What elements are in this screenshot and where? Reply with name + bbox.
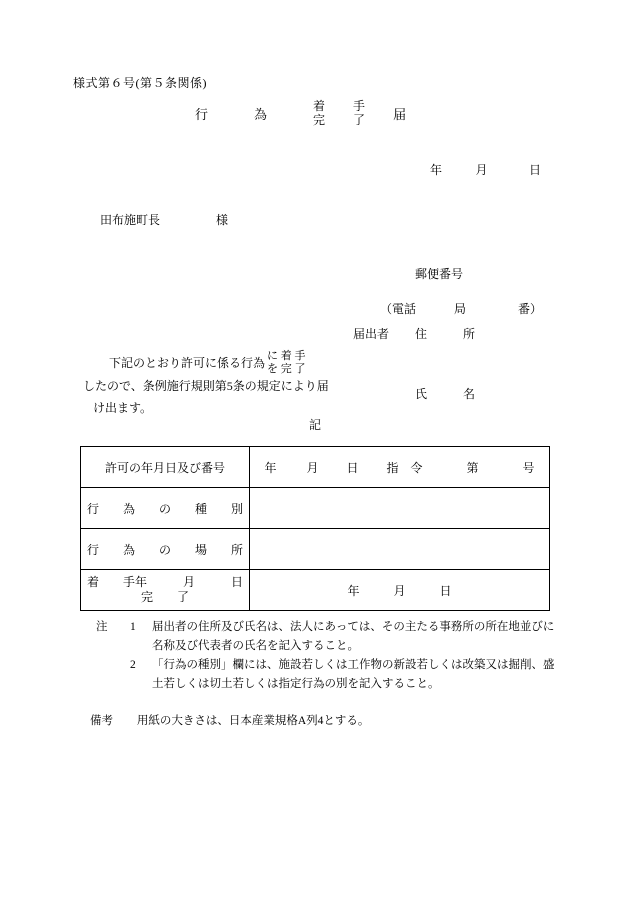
submitter-label: 届出者 [353,327,390,341]
row-label-act-place: 行 為 の 場 所 [81,529,250,570]
note-text-1-line-1: 届出者の住所及び氏名は、法人にあっては、その主たる事務所の所在地並びに [152,621,555,633]
document-title [195,100,455,128]
sc-year-label: 年 [347,583,360,598]
body-text-a: 下記のとおり許可に係る行為 [109,355,266,370]
title-stack-bottom: 完 [313,112,326,127]
permit-month-label: 月 [306,460,319,475]
notes-label: 注 [96,621,108,633]
note-item-2 [96,656,566,675]
body-stack-bottom: を 完 了 [267,362,306,375]
permit-no-prefix-label: 第 [466,460,479,475]
title-stack-top: 着 [313,99,326,113]
title-stack-top2: 手 [353,99,366,113]
addressee-name: 田布施町長 [100,213,161,227]
title-stack-bottom2: 了 [353,112,366,127]
ki-mark: 記 [308,418,321,432]
row-label-act-type: 行 為 の 種 別 [81,488,250,529]
note-text-2-line-1: 「行為の種別」欄には、施設若しくは工作物の新設若しくは改築又は掘削、盛 [152,659,555,671]
note-number-1: 1 [130,621,136,633]
body-text-b: したので、条例施行規則第5条の規定により届 [83,379,329,394]
table-row [81,447,550,488]
table-row [81,529,550,570]
remark-text: 用紙の大きさは、日本産業規格A列4とする。 [136,715,370,727]
notes-block [96,618,566,694]
permit-no-suffix-label: 号 [522,460,535,475]
sc-month-label: 月 [393,583,406,598]
permit-year-label: 年 [264,460,277,475]
note-number-2: 2 [130,659,136,671]
row-value-permit-date-number[interactable] [250,447,550,488]
tel-open-label: （電話 [380,302,417,316]
title-part-todoke: 届 [393,107,407,123]
remark-block [90,712,369,728]
date-line [430,161,542,178]
note-text-1-line-2: 名称及び代表者の氏名を記入すること。 [152,640,359,652]
title-stack-chaku-kan [313,100,325,128]
addressee [100,211,228,228]
tel-office-label: 局 [454,302,467,316]
start-label: 着 手 [87,575,136,589]
complete-label: 完 了 [141,590,190,604]
postal-row [335,244,475,304]
permit-day-label: 日 [346,460,359,475]
note-item-1 [96,618,566,637]
start-label-line [87,575,243,590]
date-month-label: 月 [475,163,489,177]
body-line-2: け出ます。 [93,401,153,416]
title-stack-shu-ryou [353,100,365,128]
complete-label-line [87,590,243,605]
row-label-permit-date-number: 許可の年月日及び番号 [81,447,250,488]
tel-number-label: 番） [518,302,543,316]
address-label: 住 所 [415,327,476,341]
name-label: 氏 名 [415,387,476,401]
row-label-start-complete [81,570,250,611]
table-row [81,488,550,529]
title-part-i: 為 [254,107,268,123]
start-date-label: 年 月 日 [135,575,244,589]
date-day-label: 日 [529,163,542,177]
table-row [81,570,550,611]
body-stack [267,350,306,375]
telephone-row [380,300,542,317]
form-number: 様式第６号(第５条関係) [73,76,207,90]
body-paragraph [83,350,553,419]
permit-order-label: 指 令 [386,460,423,475]
row-value-act-place[interactable] [250,529,550,570]
body-line-1 [83,350,553,397]
remark-label: 備考 [90,715,113,727]
title-part-gyou: 行 [195,107,209,123]
row-value-start-complete[interactable] [250,570,550,611]
body-stack-top: に 着 手 [267,350,306,362]
note-text-2-line-2: 土若しくは切土若しくは指定行為の別を記入すること。 [152,678,440,690]
date-year-label: 年 [430,163,443,177]
sc-day-label: 日 [439,583,452,598]
postal-label: 郵便番号 [415,267,464,281]
addressee-honorific: 様 [216,213,229,227]
form-table [80,446,550,611]
row-value-act-type[interactable] [250,488,550,529]
